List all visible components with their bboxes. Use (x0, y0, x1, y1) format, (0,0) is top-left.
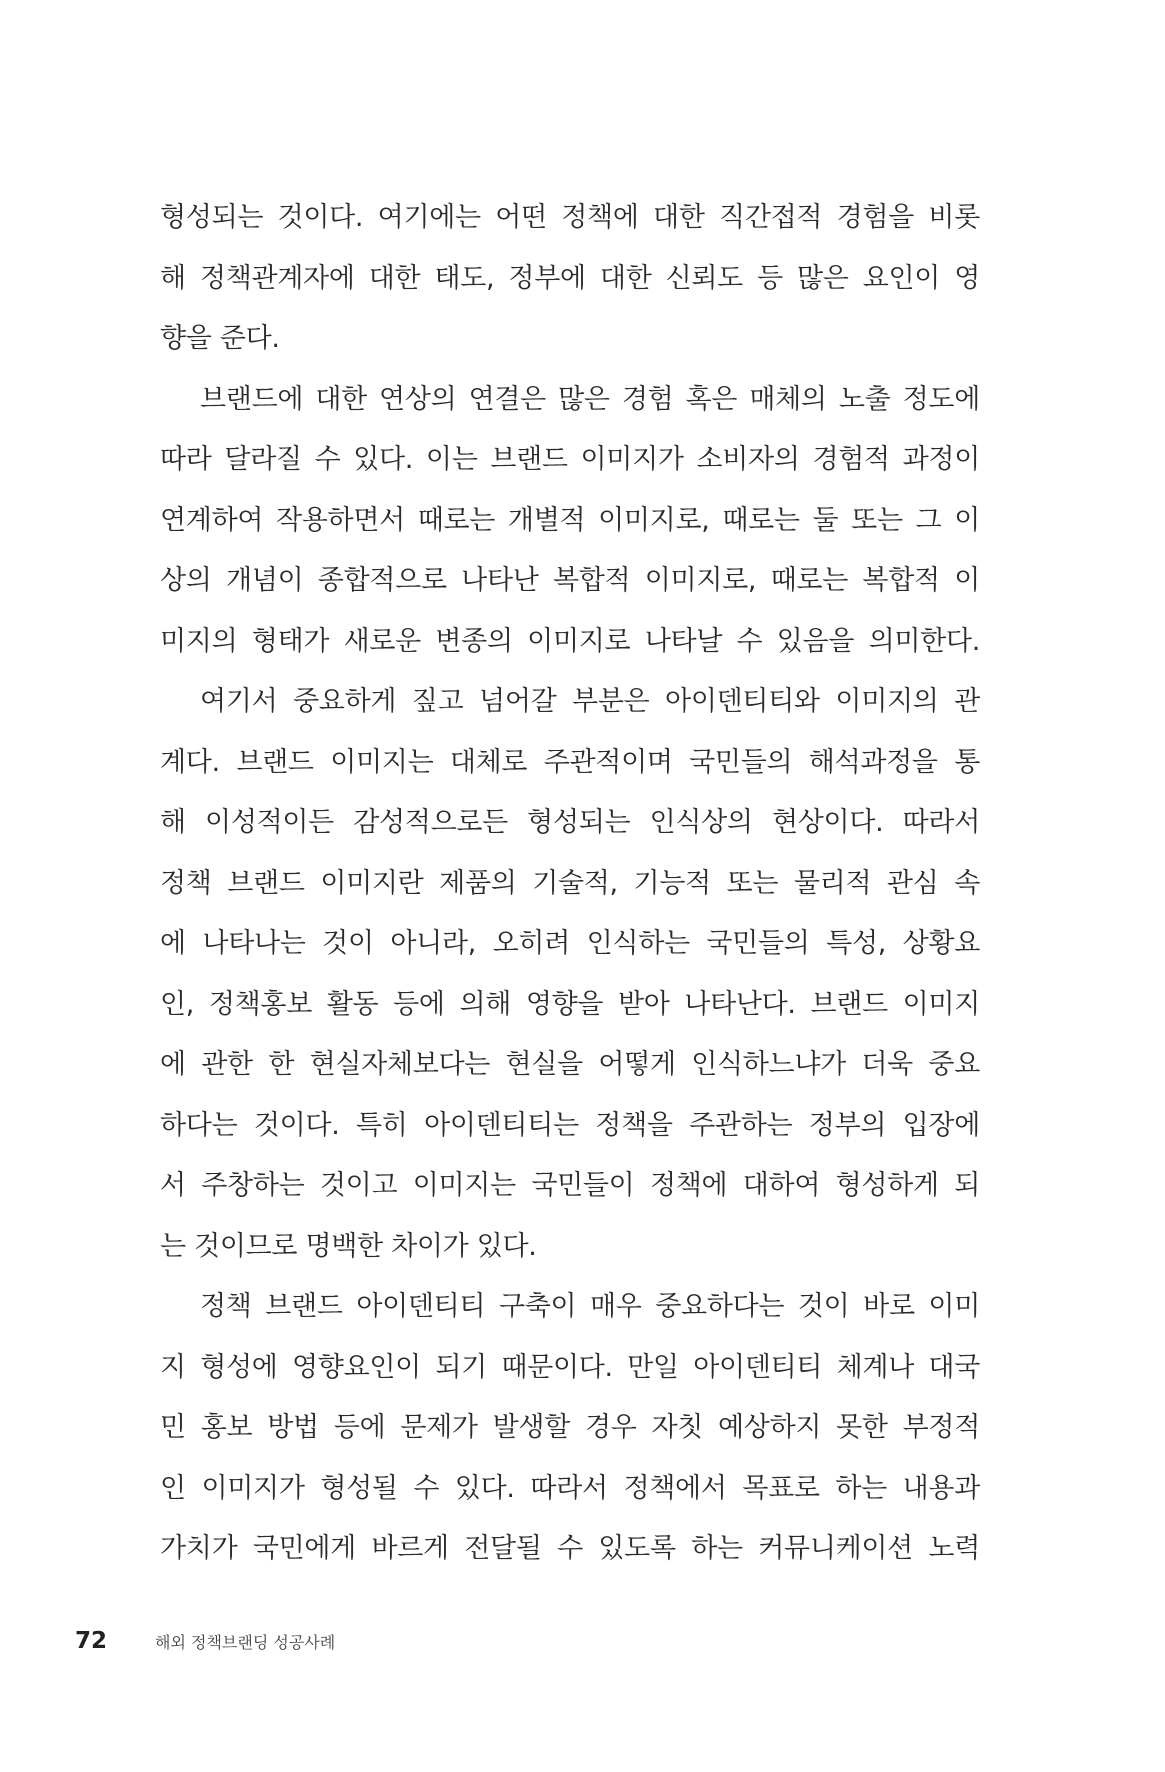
page-number: 72 (75, 1628, 108, 1654)
text-line: 정책 브랜드 아이덴티티 구축이 매우 중요하다는 것이 바로 이미 (200, 1291, 980, 1322)
text-line: 정책 브랜드 이미지란 제품의 기술적, 기능적 또는 물리적 관심 속 (160, 867, 980, 899)
text-line: 해 이성적이든 감성적으로든 형성되는 인식상의 현상이다. 따라서 (160, 807, 980, 838)
text-line: 따라 달라질 수 있다. 이는 브랜드 이미지가 소비자의 경험적 과정이 (160, 444, 980, 475)
running-title: 해외 정책브랜딩 성공사례 (155, 1633, 336, 1652)
text-line: 에 나타나는 것이 아니라, 오히려 인식하는 국민들의 특성, 상황요 (160, 928, 980, 959)
body-text (160, 188, 980, 1580)
text-line: 계다. 브랜드 이미지는 대체로 주관적이며 국민들의 해석과정을 통 (160, 746, 980, 778)
page-footer (75, 1628, 335, 1654)
text-line: 가치가 국민에게 바르게 전달될 수 있도록 하는 커뮤니케이션 노력 (160, 1533, 980, 1564)
text-line: 하다는 것이다. 특히 아이덴티티는 정책을 주관하는 정부의 입장에 (160, 1109, 980, 1141)
text-line: 해 정책관계자에 대한 태도, 정부에 대한 신뢰도 등 많은 요인이 영 (160, 262, 980, 294)
text-line: 민 홍보 방법 등에 문제가 발생할 경우 자칫 예상하지 못한 부정적 (160, 1412, 980, 1443)
text-line: 향을 준다. (160, 323, 280, 354)
text-line: 서 주창하는 것이고 이미지는 국민들이 정책에 대하여 형성하게 되 (160, 1170, 980, 1201)
text-line: 상의 개념이 종합적으로 나타난 복합적 이미지로, 때로는 복합적 이 (160, 565, 980, 596)
text-line: 는 것이므로 명백한 차이가 있다. (160, 1230, 537, 1262)
text-line: 브랜드에 대한 연상의 연결은 많은 경험 혹은 매체의 노출 정도에 (200, 383, 980, 415)
text-line: 형성되는 것이다. 여기에는 어떤 정책에 대한 직간접적 경험을 비롯 (160, 202, 980, 233)
text-line: 미지의 형태가 새로운 변종의 이미지로 나타날 수 있음을 의미한다. (160, 625, 980, 657)
text-line: 여기서 중요하게 짚고 넘어갈 부분은 아이덴티티와 이미지의 관 (200, 686, 980, 717)
text-line: 지 형성에 영향요인이 되기 때문이다. 만일 아이덴티티 체계나 대국 (160, 1351, 980, 1383)
text-line: 에 관한 한 현실자체보다는 현실을 어떻게 인식하느냐가 더욱 중요 (160, 1049, 980, 1080)
text-line: 인 이미지가 형성될 수 있다. 따라서 정책에서 목표로 하는 내용과 (160, 1472, 980, 1504)
text-line: 인, 정책홍보 활동 등에 의해 영향을 받아 나타난다. 브랜드 이미지 (160, 988, 980, 1020)
text-line: 연계하여 작용하면서 때로는 개별적 이미지로, 때로는 둘 또는 그 이 (160, 504, 980, 536)
